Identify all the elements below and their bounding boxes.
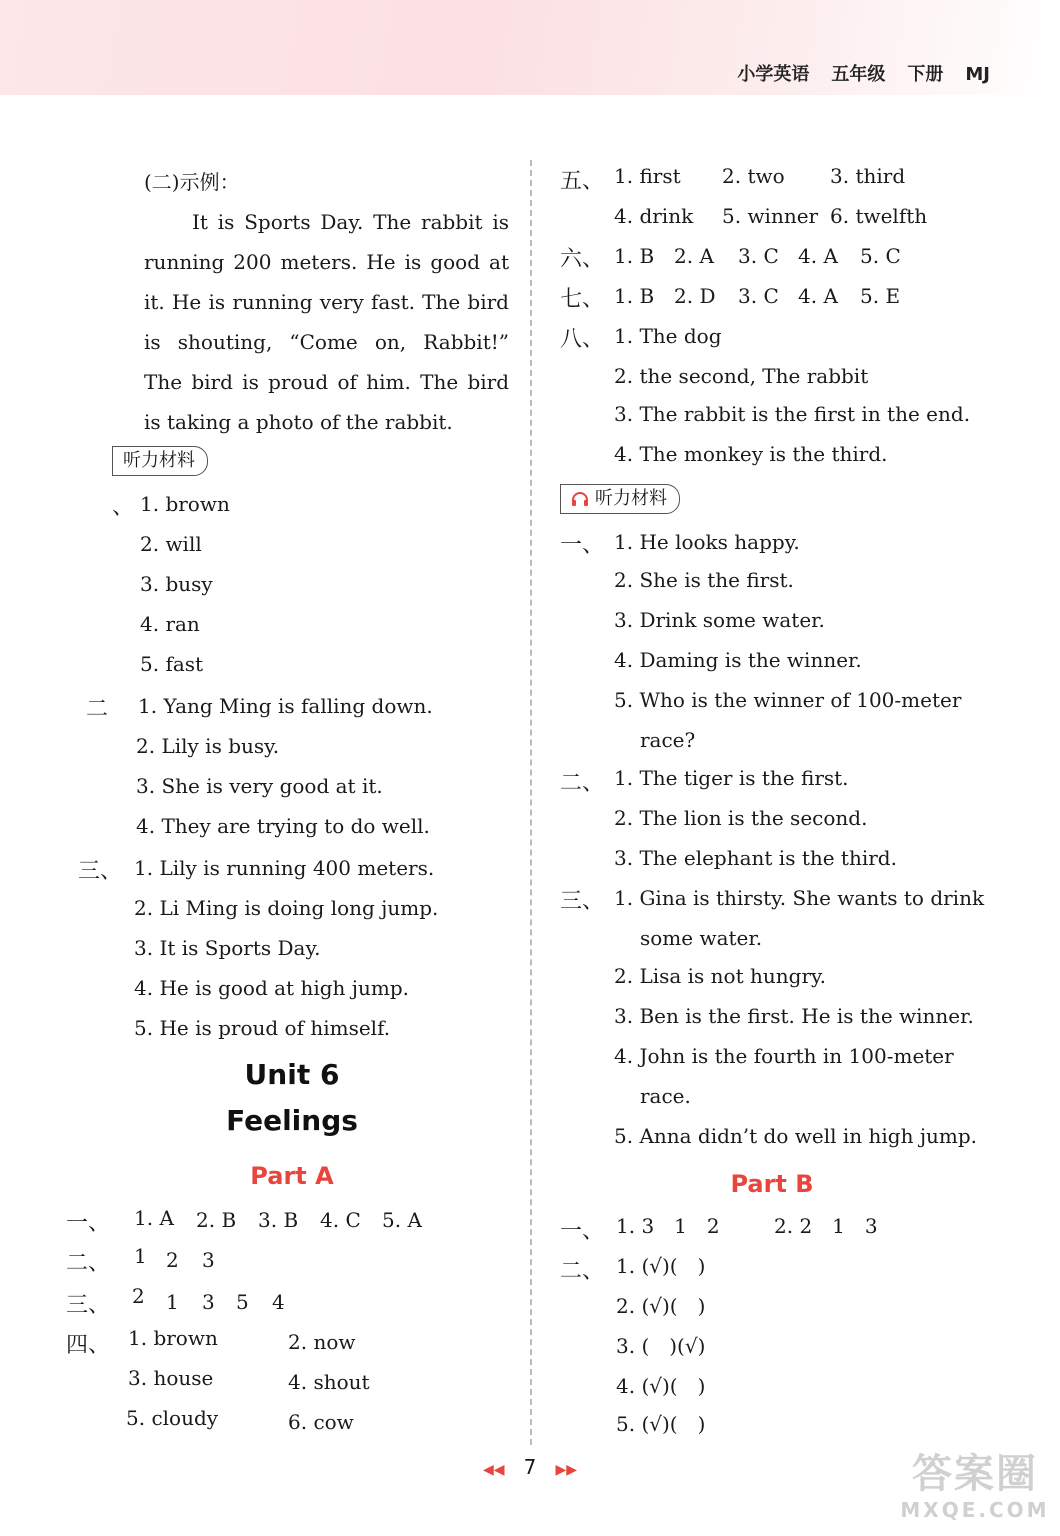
answer-item: 1: [134, 1244, 147, 1268]
list-item: 4. Daming is the winner.: [614, 648, 862, 672]
list-item: 1. Yang Ming is falling down.: [138, 694, 433, 718]
section-mark: 三、: [560, 889, 605, 914]
answer-item: 2. 2 1 3: [774, 1214, 878, 1238]
answer-item: 3. C: [738, 284, 779, 308]
section-mark: 二: [86, 697, 109, 722]
section-mark: 四、: [66, 1333, 111, 1358]
answer-item: 5. cloudy: [126, 1406, 219, 1430]
answer-item: 4. C: [320, 1208, 361, 1232]
answer-item: 3. third: [830, 164, 906, 188]
unit-title: Feelings: [226, 1104, 358, 1137]
section-mark: 八、: [560, 327, 605, 352]
header-edition: MJ: [965, 64, 990, 85]
answer-item: 4. shout: [288, 1370, 370, 1394]
list-item: 2. will: [140, 532, 202, 556]
answer-item: 4. A: [798, 284, 838, 308]
section-mark: 二、: [560, 771, 605, 796]
list-item: 5. Anna didn’t do well in high jump.: [614, 1124, 978, 1148]
list-item: 3. She is very good at it.: [136, 774, 383, 798]
answer-item: 6. twelfth: [830, 204, 928, 228]
answer-item: 4: [272, 1290, 285, 1314]
list-item: 2. The lion is the second.: [614, 806, 868, 830]
list-item: 4. ran: [140, 612, 200, 636]
next-arrows-icon: ▶▶: [555, 1462, 577, 1478]
section-mark: 七、: [560, 287, 605, 312]
example-label: (二)示例：: [144, 170, 240, 194]
listening-tag: [112, 446, 208, 476]
part-b-title: Part B: [730, 1170, 814, 1198]
section-mark: 三、: [78, 859, 123, 884]
answer-item: 3. B: [258, 1208, 299, 1232]
section-mark: 一、: [560, 533, 605, 558]
header-grade: 五年级: [831, 64, 886, 85]
list-item: 2. Lisa is not hungry.: [614, 964, 827, 988]
answer-item: 1. The dog: [614, 324, 722, 348]
header-volume: 下册: [907, 64, 944, 85]
section-mark: 二、: [560, 1259, 605, 1284]
answer-item: 3. house: [128, 1366, 214, 1390]
answer-item: 2. D: [674, 284, 716, 308]
answer-item: 5: [236, 1290, 249, 1314]
answer-item: 5. (√)( ): [616, 1412, 706, 1436]
list-item-continued: race?: [640, 728, 696, 752]
prev-arrows-icon: ◀◀: [483, 1462, 505, 1478]
list-item: 1. Lily is running 400 meters.: [134, 856, 435, 880]
answer-item: 4. The monkey is the third.: [614, 442, 888, 466]
listening-tag: [560, 484, 680, 514]
list-item: 3. Ben is the first. He is the winner.: [614, 1004, 974, 1028]
list-item-continued: race.: [640, 1084, 691, 1108]
answer-item: 2. now: [288, 1330, 356, 1354]
list-item: 5. He is proud of himself.: [134, 1016, 391, 1040]
answer-item: 5. A: [382, 1208, 422, 1232]
answer-item: 1. first: [614, 164, 681, 188]
answer-item: 4. drink: [614, 204, 694, 228]
list-item: 1. The tiger is the first.: [614, 766, 849, 790]
section-mark: 三、: [66, 1293, 111, 1318]
answer-item: 1. A: [134, 1206, 174, 1230]
list-item: 3. Drink some water.: [614, 608, 825, 632]
list-item: 1. brown: [140, 492, 230, 516]
answer-item: 3: [202, 1248, 215, 1272]
answer-item: 2. the second, The rabbit: [614, 364, 869, 388]
answer-item: 1. (√)( ): [616, 1254, 706, 1278]
section-mark: 一、: [560, 1219, 605, 1244]
answer-item: 2. A: [674, 244, 714, 268]
answer-item: 2: [166, 1248, 179, 1272]
answer-item: 1: [166, 1290, 179, 1314]
list-item: 3. busy: [140, 572, 213, 596]
watermark: [900, 1450, 1050, 1530]
section-mark: 一、: [66, 1211, 111, 1236]
answer-item: 3: [202, 1290, 215, 1314]
list-item-continued: some water.: [640, 926, 763, 950]
section-mark: 五、: [560, 169, 605, 194]
list-item: 2. She is the first.: [614, 568, 794, 592]
unit-number: Unit 6: [244, 1058, 340, 1091]
list-item: 4. He is good at high jump.: [134, 976, 409, 1000]
example-paragraph: [144, 162, 509, 442]
list-item: 4. They are trying to do well.: [136, 814, 430, 838]
answer-item: 5. C: [860, 244, 901, 268]
listening-tag-label: 听力材料: [595, 488, 667, 509]
headphone-icon: [571, 492, 589, 506]
answer-item: 2. (√)( ): [616, 1294, 706, 1318]
page-number: 7: [523, 1455, 537, 1479]
list-item: 1. He looks happy.: [614, 530, 800, 554]
answer-item: 1. brown: [128, 1326, 218, 1350]
answer-item: 5. winner: [722, 204, 819, 228]
answer-item: 4. A: [798, 244, 838, 268]
header-info: [715, 60, 990, 86]
answer-item: 2: [132, 1284, 145, 1308]
answer-item: 3. The rabbit is the first in the end.: [614, 402, 971, 426]
section-mark: 、: [112, 495, 135, 520]
answer-item: 1. 3 1 2: [616, 1214, 720, 1238]
list-item: 4. John is the fourth in 100-meter: [614, 1044, 954, 1068]
answer-item: 5. E: [860, 284, 901, 308]
watermark-logo: 答案圈: [912, 1451, 1038, 1497]
answer-item: 6. cow: [288, 1410, 354, 1434]
answer-item: 2. two: [722, 164, 785, 188]
list-item: 5. fast: [140, 652, 204, 676]
list-item: 2. Lily is busy.: [136, 734, 280, 758]
list-item: 3. It is Sports Day.: [134, 936, 321, 960]
column-divider: [530, 160, 532, 1445]
listening-tag-label: 听力材料: [123, 450, 195, 471]
part-a-title: Part A: [250, 1162, 334, 1190]
section-mark: 六、: [560, 247, 605, 272]
answer-item: 3. C: [738, 244, 779, 268]
example-text: It is Sports Day. The rabbit is running 200 meters. He is good at it. He is running very fast. The bird is shouting, “Come on, Rabbit!” The bird is proud of him. The bird is taking a photo of the rabbit.: [144, 210, 509, 434]
answer-item: 1. B: [614, 284, 655, 308]
answer-item: 1. B: [614, 244, 655, 268]
section-mark: 二、: [66, 1251, 111, 1276]
list-item: 1. Gina is thirsty. She wants to drink: [614, 886, 985, 910]
list-item: 3. The elephant is the third.: [614, 846, 897, 870]
answer-item: 4. (√)( ): [616, 1374, 706, 1398]
watermark-url: MXQE.COM: [900, 1498, 1050, 1522]
answer-item: 2. B: [196, 1208, 237, 1232]
answer-item: 3. ( )(√): [616, 1334, 706, 1358]
list-item: 2. Li Ming is doing long jump.: [134, 896, 439, 920]
list-item: 5. Who is the winner of 100-meter: [614, 688, 962, 712]
header-subject: 小学英语: [737, 64, 810, 85]
